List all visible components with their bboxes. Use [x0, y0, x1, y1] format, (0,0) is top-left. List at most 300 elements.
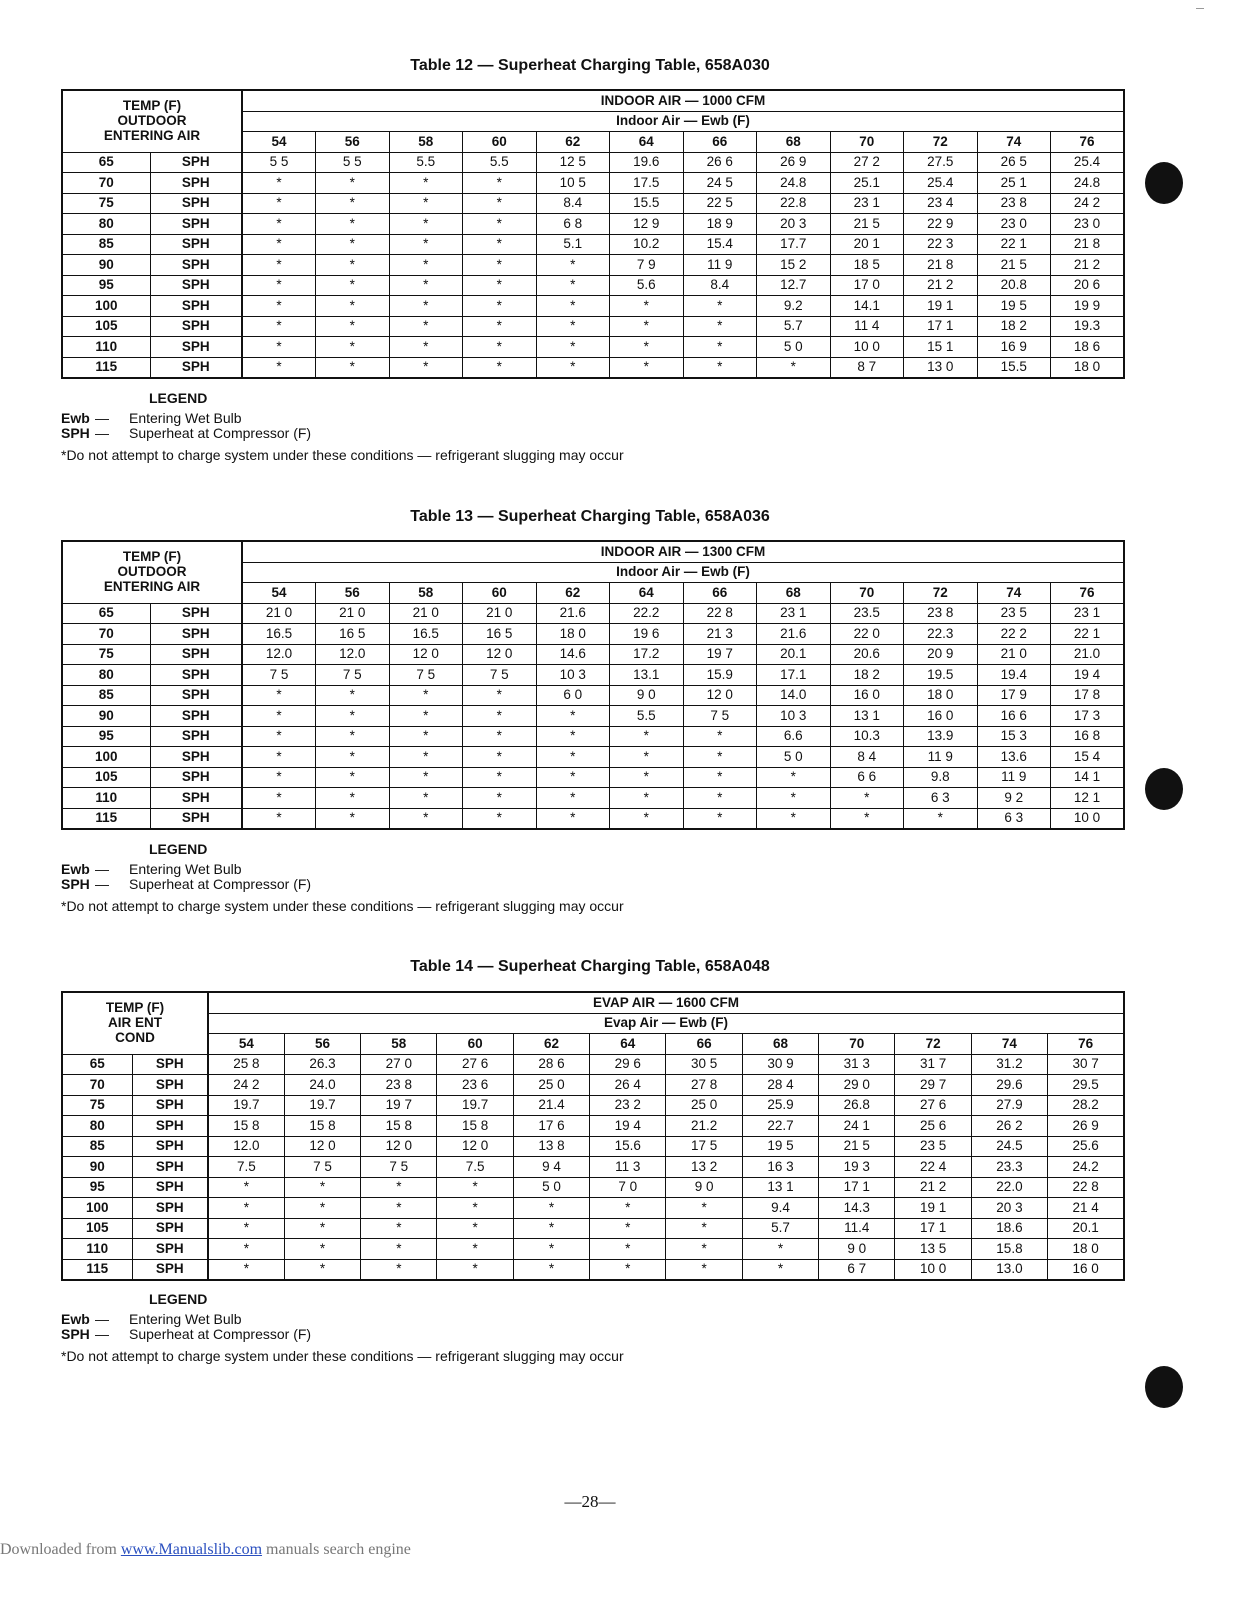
superheat-cell: 17 9: [977, 685, 1051, 706]
row-temp: 90: [62, 1157, 132, 1178]
superheat-cell: *: [536, 788, 610, 809]
temp-header-line: ENTERING AIR: [103, 579, 201, 594]
superheat-cell: 21 5: [819, 1136, 895, 1157]
ewb-column-header: 76: [1051, 583, 1125, 604]
superheat-cell: 10.2: [610, 234, 684, 255]
superheat-cell: 9 2: [977, 788, 1051, 809]
superheat-cell: 27.5: [904, 152, 978, 173]
superheat-cell: 11 9: [904, 747, 978, 768]
superheat-cell: 12 0: [389, 644, 463, 665]
superheat-cell: 23 6: [437, 1075, 513, 1096]
superheat-cell: 13 1: [830, 706, 904, 727]
row-label: SPH: [132, 1157, 208, 1178]
row-label: SPH: [150, 337, 242, 358]
superheat-cell: 19 4: [590, 1116, 666, 1137]
legend-item: [61, 411, 624, 426]
superheat-cell: *: [389, 726, 463, 747]
superheat-cell: *: [316, 685, 390, 706]
row-label: SPH: [150, 665, 242, 686]
superheat-cell: 18 0: [904, 685, 978, 706]
legend-abbr: SPH: [61, 876, 90, 892]
ewb-column-header: 66: [666, 1034, 742, 1055]
superheat-cell: 27 0: [361, 1054, 437, 1075]
superheat-cell: 17 6: [513, 1116, 589, 1137]
row-label: SPH: [132, 1218, 208, 1239]
superheat-cell: 25.4: [1051, 152, 1125, 173]
row-label: SPH: [132, 1054, 208, 1075]
table-14-legend: [61, 1292, 624, 1364]
superheat-cell: 11 9: [683, 255, 757, 276]
superheat-cell: *: [361, 1218, 437, 1239]
table-row: [62, 788, 1124, 809]
superheat-cell: 22 5: [683, 193, 757, 214]
superheat-cell: 9 0: [666, 1177, 742, 1198]
superheat-cell: *: [389, 234, 463, 255]
row-label: SPH: [132, 1177, 208, 1198]
ewb-column-header: 68: [742, 1034, 818, 1055]
superheat-cell: *: [361, 1239, 437, 1260]
superheat-cell: *: [463, 275, 537, 296]
superheat-cell: 18 2: [830, 665, 904, 686]
superheat-cell: 22.3: [904, 624, 978, 645]
superheat-cell: *: [610, 357, 684, 378]
superheat-cell: 18 0: [1051, 357, 1125, 378]
table-row: [62, 255, 1124, 276]
legend-item: [61, 426, 624, 441]
superheat-cell: 13 0: [904, 357, 978, 378]
row-temp: 70: [62, 1075, 132, 1096]
ewb-column-header: 74: [977, 583, 1051, 604]
ewb-column-header: 74: [977, 132, 1051, 153]
superheat-cell: 16 3: [742, 1157, 818, 1178]
superheat-cell: 25 0: [513, 1075, 589, 1096]
superheat-cell: 26.8: [819, 1095, 895, 1116]
row-label: SPH: [150, 214, 242, 235]
ewb-column-header: 56: [316, 583, 390, 604]
superheat-cell: *: [208, 1259, 284, 1280]
table-row: [62, 747, 1124, 768]
superheat-cell: *: [316, 173, 390, 194]
row-label: SPH: [150, 644, 242, 665]
table-row: [62, 603, 1124, 624]
superheat-cell: 26 4: [590, 1075, 666, 1096]
superheat-cell: *: [463, 337, 537, 358]
row-temp: 80: [62, 665, 150, 686]
superheat-cell: *: [513, 1239, 589, 1260]
superheat-cell: 10 0: [830, 337, 904, 358]
footer-link[interactable]: www.Manualslib.com: [120, 1541, 263, 1558]
table-row: [62, 173, 1124, 194]
legend-dash: —: [95, 425, 109, 441]
ewb-column-header: 60: [437, 1034, 513, 1055]
superheat-cell: 25.9: [742, 1095, 818, 1116]
superheat-cell: *: [437, 1239, 513, 1260]
superheat-cell: *: [683, 357, 757, 378]
superheat-cell: 19 1: [895, 1198, 971, 1219]
superheat-cell: *: [463, 357, 537, 378]
superheat-cell: 29.5: [1048, 1075, 1124, 1096]
superheat-cell: *: [242, 357, 316, 378]
row-temp: 65: [62, 603, 150, 624]
superheat-cell: 29 0: [819, 1075, 895, 1096]
row-label: SPH: [132, 1095, 208, 1116]
superheat-cell: 25 6: [895, 1116, 971, 1137]
superheat-cell: 23.3: [971, 1157, 1047, 1178]
superheat-cell: *: [683, 808, 757, 829]
row-label: SPH: [132, 1075, 208, 1096]
superheat-cell: 19 7: [361, 1095, 437, 1116]
superheat-cell: *: [389, 685, 463, 706]
superheat-cell: 21 2: [904, 275, 978, 296]
table-row: [62, 1075, 1124, 1096]
superheat-cell: 29 7: [895, 1075, 971, 1096]
superheat-cell: 21 5: [977, 255, 1051, 276]
superheat-cell: 14.3: [819, 1198, 895, 1219]
superheat-cell: 17 5: [666, 1136, 742, 1157]
superheat-cell: *: [513, 1198, 589, 1219]
row-temp: 85: [62, 685, 150, 706]
superheat-cell: 27 6: [437, 1054, 513, 1075]
superheat-cell: *: [242, 255, 316, 276]
superheat-cell: *: [242, 316, 316, 337]
row-label: SPH: [150, 726, 242, 747]
superheat-cell: *: [316, 296, 390, 317]
row-temp: 75: [62, 193, 150, 214]
superheat-cell: 21 0: [242, 603, 316, 624]
superheat-cell: *: [610, 337, 684, 358]
superheat-cell: *: [590, 1239, 666, 1260]
legend-abbr: SPH: [61, 1326, 90, 1342]
row-label: SPH: [150, 275, 242, 296]
legend-abbr: SPH: [61, 425, 90, 441]
row-temp: 110: [62, 788, 150, 809]
superheat-cell: *: [463, 788, 537, 809]
superheat-cell: *: [683, 296, 757, 317]
superheat-cell: 21 3: [683, 624, 757, 645]
superheat-cell: 23 0: [977, 214, 1051, 235]
superheat-cell: *: [389, 747, 463, 768]
superheat-cell: *: [389, 173, 463, 194]
row-label: SPH: [150, 685, 242, 706]
table-row: [62, 767, 1124, 788]
legend-dash: —: [95, 1326, 109, 1342]
superheat-cell: 20.1: [1048, 1218, 1124, 1239]
table-row: [62, 1157, 1124, 1178]
superheat-cell: 9 0: [610, 685, 684, 706]
legend-text: Superheat at Compressor (F): [129, 876, 312, 892]
superheat-cell: *: [242, 173, 316, 194]
superheat-cell: 8.4: [683, 275, 757, 296]
superheat-cell: 25 1: [977, 173, 1051, 194]
superheat-cell: 16.5: [389, 624, 463, 645]
superheat-cell: 17 1: [904, 316, 978, 337]
ewb-header: Indoor Air — Ewb (F): [242, 562, 1124, 583]
superheat-cell: *: [284, 1259, 360, 1280]
ewb-column-header: 56: [316, 132, 390, 153]
superheat-cell: 20 3: [757, 214, 831, 235]
superheat-cell: *: [242, 296, 316, 317]
legend-note: *Do not attempt to charge system under these conditions — refrigerant slugging may occur: [61, 447, 624, 463]
superheat-cell: 26 5: [977, 152, 1051, 173]
legend-title: LEGEND: [149, 390, 208, 406]
ewb-column-header: 58: [361, 1034, 437, 1055]
superheat-cell: 27 6: [895, 1095, 971, 1116]
superheat-cell: 20.6: [830, 644, 904, 665]
row-label: SPH: [150, 193, 242, 214]
superheat-cell: 10 3: [536, 665, 610, 686]
superheat-cell: 6 6: [830, 767, 904, 788]
row-temp: 100: [62, 296, 150, 317]
ewb-column-header: 70: [830, 132, 904, 153]
table-row: [62, 296, 1124, 317]
superheat-cell: 28.2: [1048, 1095, 1124, 1116]
superheat-cell: *: [242, 337, 316, 358]
superheat-cell: *: [389, 296, 463, 317]
superheat-cell: 7 5: [284, 1157, 360, 1178]
legend-dash: —: [95, 1311, 109, 1327]
superheat-cell: *: [316, 747, 390, 768]
row-temp: 65: [62, 152, 150, 173]
ewb-header: Indoor Air — Ewb (F): [242, 111, 1124, 132]
superheat-cell: 15 8: [284, 1116, 360, 1137]
superheat-cell: *: [463, 685, 537, 706]
row-temp: 90: [62, 706, 150, 727]
superheat-cell: 19 6: [610, 624, 684, 645]
superheat-cell: *: [389, 275, 463, 296]
superheat-cell: 26.3: [284, 1054, 360, 1075]
superheat-cell: 5.5: [463, 152, 537, 173]
ewb-column-header: 62: [536, 132, 610, 153]
superheat-cell: *: [316, 706, 390, 727]
superheat-cell: *: [757, 767, 831, 788]
ewb-column-header: 64: [610, 583, 684, 604]
superheat-cell: 22 3: [904, 234, 978, 255]
row-temp: 105: [62, 767, 150, 788]
legend-abbr: Ewb: [61, 861, 90, 877]
row-label: SPH: [150, 316, 242, 337]
superheat-cell: 22 8: [683, 603, 757, 624]
table-row: [62, 357, 1124, 378]
superheat-cell: *: [316, 316, 390, 337]
superheat-cell: *: [389, 193, 463, 214]
legend-dash: —: [95, 410, 109, 426]
superheat-cell: 26 6: [683, 152, 757, 173]
temp-header-line: OUTDOOR: [117, 113, 187, 128]
ewb-column-header: 60: [463, 583, 537, 604]
legend-abbr: Ewb: [61, 1311, 90, 1327]
superheat-cell: 28 6: [513, 1054, 589, 1075]
binder-hole-dot: [1145, 1366, 1183, 1408]
superheat-cell: *: [389, 337, 463, 358]
ewb-column-header: 76: [1048, 1034, 1124, 1055]
superheat-cell: 23 5: [895, 1136, 971, 1157]
superheat-cell: 5 0: [757, 747, 831, 768]
superheat-cell: 23 8: [977, 193, 1051, 214]
superheat-cell: 9 0: [819, 1239, 895, 1260]
superheat-cell: 11 9: [977, 767, 1051, 788]
superheat-cell: 24.0: [284, 1075, 360, 1096]
table-row: [62, 1054, 1124, 1075]
superheat-cell: 20 6: [1051, 275, 1125, 296]
superheat-cell: *: [437, 1198, 513, 1219]
superheat-cell: *: [361, 1198, 437, 1219]
superheat-cell: 5 0: [513, 1177, 589, 1198]
superheat-cell: *: [463, 173, 537, 194]
temp-header-line: ENTERING AIR: [103, 128, 201, 143]
superheat-cell: *: [463, 726, 537, 747]
row-temp: 100: [62, 747, 150, 768]
superheat-cell: *: [536, 357, 610, 378]
superheat-cell: *: [463, 234, 537, 255]
superheat-cell: *: [610, 296, 684, 317]
superheat-cell: 19.7: [208, 1095, 284, 1116]
superheat-cell: *: [361, 1177, 437, 1198]
superheat-cell: 15 8: [437, 1116, 513, 1137]
ewb-header: Evap Air — Ewb (F): [208, 1013, 1124, 1034]
superheat-cell: 5.7: [742, 1218, 818, 1239]
superheat-cell: *: [666, 1239, 742, 1260]
superheat-cell: 8 7: [830, 357, 904, 378]
superheat-cell: 10 3: [757, 706, 831, 727]
superheat-cell: 19 5: [742, 1136, 818, 1157]
superheat-cell: *: [513, 1259, 589, 1280]
legend-title: LEGEND: [149, 841, 208, 857]
superheat-cell: 12 0: [683, 685, 757, 706]
ewb-column-header: 58: [389, 132, 463, 153]
ewb-column-header: 54: [242, 583, 316, 604]
legend-text: Superheat at Compressor (F): [129, 1326, 312, 1342]
superheat-cell: *: [536, 255, 610, 276]
superheat-cell: 5.7: [757, 316, 831, 337]
row-label: SPH: [150, 603, 242, 624]
superheat-cell: 15.6: [590, 1136, 666, 1157]
temp-header: [62, 992, 208, 1054]
superheat-cell: 7 9: [610, 255, 684, 276]
row-temp: 115: [62, 1259, 132, 1280]
superheat-cell: *: [536, 296, 610, 317]
superheat-cell: *: [208, 1218, 284, 1239]
superheat-cell: 22 0: [830, 624, 904, 645]
superheat-cell: 21.0: [1051, 644, 1125, 665]
superheat-cell: 12 1: [1051, 788, 1125, 809]
temp-header-line: COND: [115, 1030, 155, 1045]
superheat-cell: *: [389, 706, 463, 727]
superheat-cell: *: [536, 337, 610, 358]
superheat-cell: 24 1: [819, 1116, 895, 1137]
row-temp: 80: [62, 1116, 132, 1137]
superheat-cell: 15 2: [757, 255, 831, 276]
superheat-cell: 25.1: [830, 173, 904, 194]
superheat-cell: *: [437, 1218, 513, 1239]
superheat-cell: 19 5: [977, 296, 1051, 317]
ewb-column-header: 66: [683, 132, 757, 153]
superheat-cell: 7 5: [389, 665, 463, 686]
row-temp: 100: [62, 1198, 132, 1219]
superheat-cell: 21 5: [830, 214, 904, 235]
row-label: SPH: [132, 1239, 208, 1260]
row-label: SPH: [150, 234, 242, 255]
superheat-cell: 17 1: [895, 1218, 971, 1239]
page-number: —28—: [564, 1492, 616, 1511]
ewb-column-header: 72: [895, 1034, 971, 1055]
superheat-cell: 27.9: [971, 1095, 1047, 1116]
superheat-cell: *: [316, 808, 390, 829]
row-label: SPH: [132, 1116, 208, 1137]
superheat-cell: 22.2: [610, 603, 684, 624]
superheat-cell: 23 5: [977, 603, 1051, 624]
superheat-cell: *: [284, 1218, 360, 1239]
superheat-cell: 19.7: [437, 1095, 513, 1116]
superheat-cell: 22 2: [977, 624, 1051, 645]
row-label: SPH: [150, 173, 242, 194]
superheat-cell: 16 5: [463, 624, 537, 645]
superheat-cell: 31.2: [971, 1054, 1047, 1075]
superheat-cell: 12 0: [361, 1136, 437, 1157]
superheat-cell: *: [316, 275, 390, 296]
superheat-cell: 17 1: [819, 1177, 895, 1198]
superheat-cell: 29 6: [590, 1054, 666, 1075]
superheat-cell: *: [536, 808, 610, 829]
ewb-column-header: 64: [590, 1034, 666, 1055]
row-label: SPH: [150, 808, 242, 829]
superheat-cell: 7 0: [590, 1177, 666, 1198]
superheat-cell: 16 9: [977, 337, 1051, 358]
superheat-cell: *: [316, 726, 390, 747]
ewb-column-header: 72: [904, 583, 978, 604]
superheat-cell: *: [242, 767, 316, 788]
superheat-cell: 15 3: [977, 726, 1051, 747]
superheat-cell: 25 0: [666, 1095, 742, 1116]
table-row: [62, 152, 1124, 173]
superheat-cell: 5 0: [757, 337, 831, 358]
ewb-column-header: 70: [830, 583, 904, 604]
superheat-cell: 21.6: [757, 624, 831, 645]
legend-dash: —: [95, 861, 109, 877]
superheat-cell: 16 0: [904, 706, 978, 727]
superheat-cell: 19 9: [1051, 296, 1125, 317]
superheat-cell: *: [610, 808, 684, 829]
superheat-cell: 21 0: [463, 603, 537, 624]
superheat-cell: 22 1: [977, 234, 1051, 255]
superheat-cell: *: [242, 788, 316, 809]
table-12: [61, 89, 1125, 379]
superheat-cell: 18.6: [971, 1218, 1047, 1239]
superheat-cell: 17.7: [757, 234, 831, 255]
superheat-cell: *: [389, 808, 463, 829]
binder-hole-dot: [1145, 768, 1183, 810]
superheat-cell: *: [463, 316, 537, 337]
superheat-cell: 22.0: [971, 1177, 1047, 1198]
superheat-cell: *: [316, 788, 390, 809]
superheat-cell: *: [590, 1259, 666, 1280]
superheat-cell: 12 0: [437, 1136, 513, 1157]
superheat-cell: 12.0: [242, 644, 316, 665]
row-temp: 75: [62, 1095, 132, 1116]
superheat-cell: 24.8: [1051, 173, 1125, 194]
superheat-cell: 10 5: [536, 173, 610, 194]
superheat-cell: 21 8: [1051, 234, 1125, 255]
superheat-cell: 11.4: [819, 1218, 895, 1239]
row-temp: 110: [62, 1239, 132, 1260]
superheat-cell: 17.2: [610, 644, 684, 665]
superheat-cell: 22 1: [1051, 624, 1125, 645]
legend-text: Entering Wet Bulb: [129, 410, 242, 426]
superheat-cell: 7 5: [316, 665, 390, 686]
ewb-column-header: 58: [389, 583, 463, 604]
superheat-cell: *: [683, 337, 757, 358]
legend-abbr: Ewb: [61, 410, 90, 426]
superheat-cell: 16 5: [316, 624, 390, 645]
